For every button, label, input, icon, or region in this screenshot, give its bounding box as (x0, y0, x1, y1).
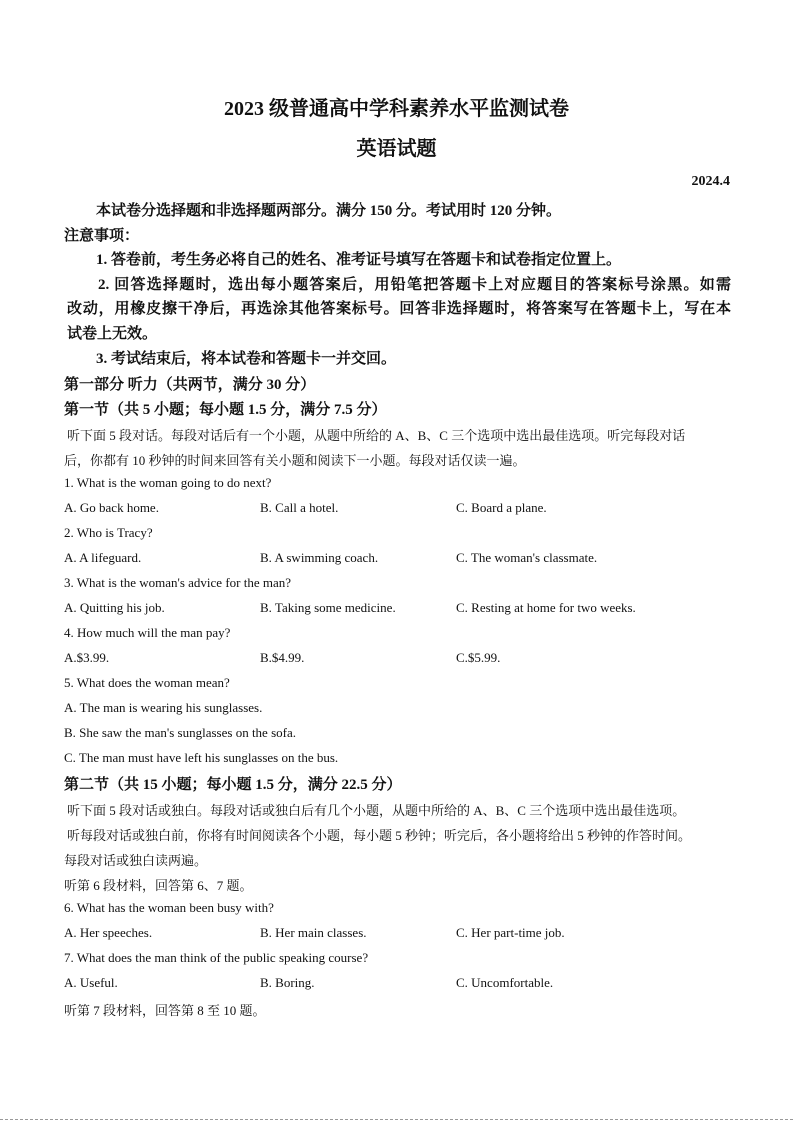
question-3-option-a: A. Quitting his job. (64, 600, 165, 615)
question-1-stem: 1. What is the woman going to do next? (64, 475, 272, 490)
subject-title: 英语试题 (356, 138, 437, 160)
material-7-instruction: 听第 7 段材料，回答第 8 至 10 题。 (64, 1003, 266, 1018)
question-3-stem: 3. What is the woman's advice for the man? (64, 575, 292, 590)
question-4-option-b: B.$4.99. (260, 650, 305, 665)
section2-directions-line-3: 每段对话或独白读两遍。 (64, 853, 208, 868)
question-1-option-a: A. Go back home. (64, 500, 159, 515)
section1-directions-line-2: 后，你都有 10 秒钟的时间来回答有关小题和阅读下一小题。每段对话仅读一遍。 (64, 453, 526, 468)
question-5-stem: 5. What does the woman mean? (64, 675, 230, 690)
section2-directions-line-1: 听下面 5 段对话或独白。每段对话或独白后有几个小题，从题中所给的 A、B、C 三个选项中选出最佳选项。 (67, 803, 686, 818)
section2-heading: 第二节（共 15 小题；每小题 1.5 分，满分 22.5 分） (64, 777, 402, 793)
question-4-option-c: C.$5.99. (456, 650, 501, 665)
question-1-option-c: C. Board a plane. (456, 500, 547, 515)
question-1-option-b: B. Call a hotel. (260, 500, 339, 515)
note-1: 1. 答卷前，考生务必将自己的姓名、准考证号填写在答题卡和试卷指定位置上。 (96, 252, 622, 268)
exam-title: 2023 级普通高中学科素养水平监测试卷 (224, 98, 569, 120)
page-bottom-divider (0, 1119, 793, 1120)
question-6-option-b: B. Her main classes. (260, 925, 367, 940)
intro-text: 本试卷分选择题和非选择题两部分。满分 150 分。考试用时 120 分钟。 (96, 203, 562, 219)
note-3: 3. 考试结束后，将本试卷和答题卡一并交回。 (96, 351, 397, 367)
question-6-stem: 6. What has the woman been busy with? (64, 900, 274, 915)
question-2-stem: 2. Who is Tracy? (64, 525, 153, 540)
question-3-option-b: B. Taking some medicine. (260, 600, 396, 615)
question-2-option-a: A. A lifeguard. (64, 550, 142, 565)
exam-date: 2024.4 (691, 174, 730, 189)
question-7-option-c: C. Uncomfortable. (456, 975, 554, 990)
question-3-option-c: C. Resting at home for two weeks. (456, 600, 636, 615)
question-4-stem: 4. How much will the man pay? (64, 625, 231, 640)
question-7-option-b: B. Boring. (260, 975, 315, 990)
note-2-line-2: 改动，用橡皮擦干净后，再选涂其他答案标号。回答非选择题时，将答案写在答题卡上，写在本 (67, 301, 731, 317)
question-7-option-a: A. Useful. (64, 975, 118, 990)
part1-heading: 第一部分 听力（共两节，满分 30 分） (64, 377, 316, 393)
section2-directions-line-2: 听每段对话或独白前，你将有时间阅读各个小题，每小题 5 秒钟；听完后，各小题将给出 5 秒钟的作答时间。 (67, 828, 692, 843)
question-2-option-c: C. The woman's classmate. (456, 550, 598, 565)
question-6-option-c: C. Her part-time job. (456, 925, 565, 940)
question-5-option-a: A. The man is wearing his sunglasses. (64, 700, 263, 715)
question-2-option-b: B. A swimming coach. (260, 550, 379, 565)
section1-heading: 第一节（共 5 小题；每小题 1.5 分，满分 7.5 分） (64, 402, 387, 418)
question-6-option-a: A. Her speeches. (64, 925, 153, 940)
question-4-option-a: A.$3.99. (64, 650, 110, 665)
question-7-stem: 7. What does the man think of the public speaking course? (64, 950, 369, 965)
question-5-option-b: B. She saw the man's sunglasses on the sofa. (64, 725, 296, 740)
material-6-instruction: 听第 6 段材料，回答第 6、7 题。 (64, 878, 253, 893)
question-5-option-c: C. The man must have left his sunglasses on the bus. (64, 750, 339, 765)
note-2-line-3: 试卷上无效。 (67, 326, 158, 342)
section1-directions-line-1: 听下面 5 段对话。每段对话后有一个小题，从题中所给的 A、B、C 三个选项中选出最佳选项。听完每段对话 (67, 428, 686, 443)
notes-heading: 注意事项： (64, 228, 140, 244)
note-2-line-1: 2. 回答选择题时，选出每小题答案后，用铅笔把答题卡上对应题目的答案标号涂黑。如需 (98, 277, 731, 293)
